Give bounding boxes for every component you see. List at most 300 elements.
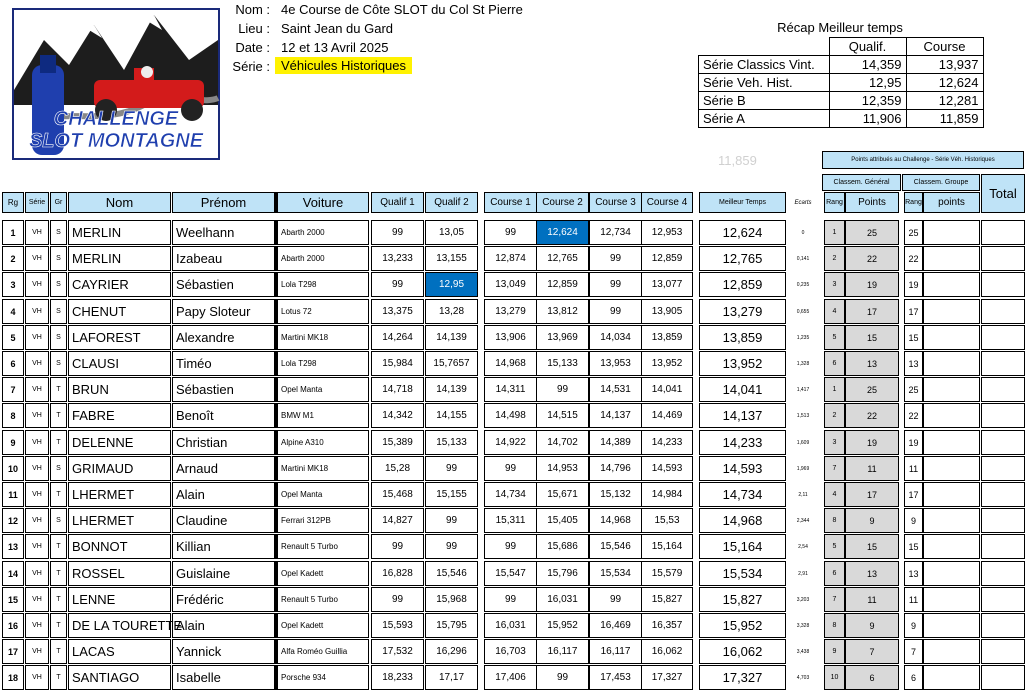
cell-course1: 16,703	[484, 639, 537, 664]
lieu-label: Lieu :	[238, 21, 270, 36]
cell-points2	[923, 272, 980, 297]
cell-qualif2: 99	[425, 456, 478, 481]
cell-points2	[923, 639, 980, 664]
cell-points2	[923, 561, 980, 586]
cell-course1: 99	[484, 587, 537, 612]
cell-points: 15	[845, 534, 899, 559]
cell-course4: 13,077	[641, 272, 693, 297]
cell-meilleur: 13,279	[699, 299, 786, 324]
cell-ecarts: 1,328	[796, 360, 810, 367]
date-label: Date :	[235, 40, 270, 55]
cell-points: 17	[845, 299, 899, 324]
cell-course2: 15,405	[536, 508, 589, 533]
cell-gr: T	[50, 613, 67, 638]
cell-nom: ROSSEL	[68, 561, 171, 586]
row-separator	[275, 272, 278, 297]
cell-serie: VH	[25, 456, 49, 481]
cell-gr: T	[50, 534, 67, 559]
cell-rg: 16	[2, 613, 24, 638]
cell-points: 11	[845, 456, 899, 481]
cell-nom: MERLIN	[68, 220, 171, 245]
cell-total	[981, 246, 1025, 271]
ghost-value: 11,859	[718, 153, 757, 168]
cell-rg: 3	[2, 272, 24, 297]
cell-meilleur: 16,062	[699, 639, 786, 664]
cell-serie: VH	[25, 403, 49, 428]
cell-serie: VH	[25, 272, 49, 297]
cell-points: 9	[845, 508, 899, 533]
header-points: Points	[845, 192, 899, 213]
cell-voiture: Alpine A310	[277, 430, 369, 455]
cell-nom: CLAUSI	[68, 351, 171, 376]
cell-nom: CHENUT	[68, 299, 171, 324]
cell-meilleur: 14,137	[699, 403, 786, 428]
cell-points: 6	[845, 665, 899, 690]
cell-course3: 15,546	[589, 534, 642, 559]
cell-prenom: Frédéric	[172, 587, 275, 612]
cell-course3: 99	[589, 299, 642, 324]
recap-row-qualif: 12,95	[829, 74, 906, 92]
cell-rg: 4	[2, 299, 24, 324]
cell-points2	[923, 220, 980, 245]
cell-prenom: Timéo	[172, 351, 275, 376]
cell-voiture: Lola T298	[277, 272, 369, 297]
classem-groupe-header: Classem. Groupe	[902, 174, 980, 191]
cell-points: 9	[845, 613, 899, 638]
cell-points2	[923, 430, 980, 455]
cell-course4: 12,859	[641, 246, 693, 271]
header-points2: points	[923, 192, 980, 213]
cell-gr: T	[50, 587, 67, 612]
row-separator	[275, 220, 278, 245]
cell-prenom: Alain	[172, 613, 275, 638]
header-ecarts: Ecarts	[794, 199, 812, 206]
cell-points: 15	[845, 325, 899, 350]
cell-course4: 15,579	[641, 561, 693, 586]
cell-rg: 11	[2, 482, 24, 507]
cell-qualif1: 15,28	[371, 456, 424, 481]
cell-nom: DE LA TOURETTE	[68, 613, 171, 638]
cell-nom: LENNE	[68, 587, 171, 612]
cell-points2	[923, 299, 980, 324]
cell-total	[981, 456, 1025, 481]
cell-nom: FABRE	[68, 403, 171, 428]
cell-prenom: Benoît	[172, 403, 275, 428]
cell-voiture: Porsche 934	[277, 665, 369, 690]
classem-general-header: Classem. Général	[822, 174, 901, 191]
cell-voiture: Martini MK18	[277, 456, 369, 481]
cell-gr: S	[50, 299, 67, 324]
cell-total	[981, 351, 1025, 376]
row-separator	[275, 665, 278, 690]
cell-course3: 14,796	[589, 456, 642, 481]
cell-points: 25	[845, 377, 899, 402]
row-separator	[275, 508, 278, 533]
cell-qualif1: 15,468	[371, 482, 424, 507]
cell-ecarts: 2,91	[798, 570, 808, 577]
recap-row-name: Série A	[699, 110, 830, 128]
cell-serie: VH	[25, 430, 49, 455]
cell-ecarts: 3,328	[796, 622, 810, 629]
cell-total	[981, 613, 1025, 638]
row-separator	[275, 325, 278, 350]
cell-qualif2: 13,05	[425, 220, 478, 245]
cell-prenom: Alain	[172, 482, 275, 507]
cell-rang: 7	[824, 587, 845, 612]
cell-rg: 12	[2, 508, 24, 533]
cell-rang: 2	[824, 403, 845, 428]
cell-course2: 15,686	[536, 534, 589, 559]
cell-points2	[923, 534, 980, 559]
cell-points2	[923, 351, 980, 376]
cell-points: 19	[845, 272, 899, 297]
cell-ecarts: 3,203	[796, 596, 810, 603]
cell-qualif2: 13,28	[425, 299, 478, 324]
cell-gr: S	[50, 456, 67, 481]
cell-qualif2: 15,795	[425, 613, 478, 638]
cell-course2: 14,515	[536, 403, 589, 428]
cell-gr: T	[50, 377, 67, 402]
recap-row-course: 12,624	[906, 74, 983, 92]
cell-meilleur: 15,164	[699, 534, 786, 559]
cell-points2	[923, 508, 980, 533]
cell-rg: 1	[2, 220, 24, 245]
recap-header-qualif: Qualif.	[829, 38, 906, 56]
cell-gr: S	[50, 246, 67, 271]
cell-gr: T	[50, 561, 67, 586]
cell-rang: 6	[824, 351, 845, 376]
cell-rang2: 13	[904, 351, 923, 376]
cell-course1: 14,498	[484, 403, 537, 428]
cell-course3: 99	[589, 246, 642, 271]
cell-total	[981, 508, 1025, 533]
cell-course4: 12,953	[641, 220, 693, 245]
recap-row-name: Série B	[699, 92, 830, 110]
row-separator	[275, 482, 278, 507]
cell-rg: 7	[2, 377, 24, 402]
cell-ecarts: 0,235	[796, 281, 810, 288]
cell-nom: DELENNE	[68, 430, 171, 455]
cell-nom: BONNOT	[68, 534, 171, 559]
cell-qualif2: 17,17	[425, 665, 478, 690]
cell-rg: 18	[2, 665, 24, 690]
cell-course1: 13,049	[484, 272, 537, 297]
cell-course2: 16,031	[536, 587, 589, 612]
cell-points2	[923, 482, 980, 507]
cell-qualif2: 15,155	[425, 482, 478, 507]
cell-course3: 14,389	[589, 430, 642, 455]
row-separator	[275, 534, 278, 559]
cell-total	[981, 325, 1025, 350]
cell-rang: 7	[824, 456, 845, 481]
serie-label: Série :	[232, 59, 270, 74]
cell-qualif2: 13,155	[425, 246, 478, 271]
recap-title: Récap Meilleur temps	[777, 20, 903, 35]
logo-line1: CHALLENGE	[53, 108, 179, 130]
header-separator	[275, 192, 278, 213]
points-banner: Points attribués au Challenge - Série Véh. Historiques	[822, 151, 1024, 169]
challenge-logo	[12, 8, 220, 160]
cell-course3: 16,469	[589, 613, 642, 638]
cell-ecarts: 2,344	[796, 517, 810, 524]
cell-course3: 15,132	[589, 482, 642, 507]
cell-prenom: Guislaine	[172, 561, 275, 586]
cell-rg: 14	[2, 561, 24, 586]
cell-course4: 14,593	[641, 456, 693, 481]
cell-course4: 16,062	[641, 639, 693, 664]
cell-meilleur: 14,734	[699, 482, 786, 507]
cell-total	[981, 561, 1025, 586]
cell-prenom: Alexandre	[172, 325, 275, 350]
header-rg: Rg	[2, 192, 24, 213]
cell-meilleur: 17,327	[699, 665, 786, 690]
cell-voiture: Renault 5 Turbo	[277, 587, 369, 612]
cell-ecarts: 4,703	[796, 674, 810, 681]
cell-meilleur: 12,624	[699, 220, 786, 245]
cell-course4: 17,327	[641, 665, 693, 690]
cell-rg: 2	[2, 246, 24, 271]
cell-course3: 14,034	[589, 325, 642, 350]
cell-nom: BRUN	[68, 377, 171, 402]
cell-course2: 14,953	[536, 456, 589, 481]
cell-ecarts: 1,513	[796, 412, 810, 419]
cell-rang2: 15	[904, 325, 923, 350]
cell-rang2: 25	[904, 377, 923, 402]
cell-voiture: Opel Manta	[277, 482, 369, 507]
cell-meilleur: 15,827	[699, 587, 786, 612]
cell-ecarts: 2,11	[798, 491, 808, 498]
cell-course2: 16,117	[536, 639, 589, 664]
cell-rg: 9	[2, 430, 24, 455]
recap-row-course: 11,859	[906, 110, 983, 128]
cell-qualif2: 12,95	[425, 272, 478, 297]
cell-rang2: 6	[904, 665, 923, 690]
cell-prenom: Papy Sloteur	[172, 299, 275, 324]
cell-ecarts: 1,235	[796, 334, 810, 341]
cell-voiture: Alfa Roméo Guillia	[277, 639, 369, 664]
cell-rang2: 19	[904, 272, 923, 297]
cell-rg: 6	[2, 351, 24, 376]
cell-qualif1: 99	[371, 272, 424, 297]
cell-points: 13	[845, 561, 899, 586]
cell-qualif1: 99	[371, 220, 424, 245]
cell-total	[981, 534, 1025, 559]
cell-course1: 99	[484, 220, 537, 245]
cell-serie: VH	[25, 508, 49, 533]
cell-serie: VH	[25, 246, 49, 271]
recap-table	[698, 37, 984, 128]
cell-meilleur: 12,859	[699, 272, 786, 297]
cell-course2: 15,133	[536, 351, 589, 376]
cell-points2	[923, 587, 980, 612]
cell-rang: 3	[824, 272, 845, 297]
cell-qualif2: 15,133	[425, 430, 478, 455]
cell-rg: 17	[2, 639, 24, 664]
cell-points: 7	[845, 639, 899, 664]
cell-rg: 8	[2, 403, 24, 428]
cell-nom: LACAS	[68, 639, 171, 664]
cell-course1: 12,874	[484, 246, 537, 271]
cell-course3: 99	[589, 587, 642, 612]
cell-qualif1: 18,233	[371, 665, 424, 690]
cell-rang: 5	[824, 534, 845, 559]
cell-voiture: Lola T298	[277, 351, 369, 376]
cell-points: 25	[845, 220, 899, 245]
cell-prenom: Yannick	[172, 639, 275, 664]
cell-voiture: Opel Manta	[277, 377, 369, 402]
cell-prenom: Sébastien	[172, 377, 275, 402]
cell-points2	[923, 665, 980, 690]
cell-meilleur: 15,952	[699, 613, 786, 638]
cell-course2: 12,624	[536, 220, 589, 245]
cell-course1: 15,547	[484, 561, 537, 586]
recap-row-name: Série Veh. Hist.	[699, 74, 830, 92]
cell-course1: 13,906	[484, 325, 537, 350]
cell-nom: SANTIAGO	[68, 665, 171, 690]
cell-gr: S	[50, 351, 67, 376]
cell-voiture: Martini MK18	[277, 325, 369, 350]
cell-meilleur: 13,952	[699, 351, 786, 376]
event-serie: Véhicules Historiques	[275, 57, 412, 74]
cell-serie: VH	[25, 482, 49, 507]
cell-prenom: Izabeau	[172, 246, 275, 271]
cell-rang2: 22	[904, 403, 923, 428]
cell-rg: 13	[2, 534, 24, 559]
row-separator	[275, 377, 278, 402]
cell-gr: S	[50, 508, 67, 533]
cell-rang2: 15	[904, 534, 923, 559]
header-prenom: Prénom	[172, 192, 275, 213]
cell-ecarts: 1,417	[796, 386, 810, 393]
header-course1: Course 1	[484, 192, 537, 213]
cell-gr: T	[50, 639, 67, 664]
cell-course2: 99	[536, 377, 589, 402]
cell-course4: 15,164	[641, 534, 693, 559]
cell-course2: 15,796	[536, 561, 589, 586]
cell-total	[981, 639, 1025, 664]
recap-row-qualif: 12,359	[829, 92, 906, 110]
header-nom: Nom	[68, 192, 171, 213]
cell-serie: VH	[25, 325, 49, 350]
cell-course4: 15,827	[641, 587, 693, 612]
cell-total	[981, 377, 1025, 402]
cell-serie: VH	[25, 220, 49, 245]
cell-nom: MERLIN	[68, 246, 171, 271]
recap-row-course: 12,281	[906, 92, 983, 110]
header-course4: Course 4	[641, 192, 693, 213]
cell-points: 22	[845, 246, 899, 271]
cell-prenom: Isabelle	[172, 665, 275, 690]
recap-row-qualif: 14,359	[829, 56, 906, 74]
cell-ecarts: 1,609	[796, 439, 810, 446]
cell-gr: S	[50, 220, 67, 245]
cell-points: 17	[845, 482, 899, 507]
cell-prenom: Arnaud	[172, 456, 275, 481]
row-separator	[275, 351, 278, 376]
cell-rang2: 13	[904, 561, 923, 586]
cell-course3: 14,137	[589, 403, 642, 428]
cell-rang: 10	[824, 665, 845, 690]
cell-qualif1: 14,264	[371, 325, 424, 350]
cell-course4: 13,859	[641, 325, 693, 350]
header-qualif2: Qualif 2	[425, 192, 478, 213]
cell-points: 13	[845, 351, 899, 376]
cell-prenom: Christian	[172, 430, 275, 455]
cell-meilleur: 14,041	[699, 377, 786, 402]
cell-course4: 14,984	[641, 482, 693, 507]
cell-course2: 15,952	[536, 613, 589, 638]
cell-points2	[923, 377, 980, 402]
row-separator	[275, 639, 278, 664]
cell-voiture: Opel Kadett	[277, 613, 369, 638]
cell-serie: VH	[25, 534, 49, 559]
logo-line2: SLOT MONTAGNE	[28, 130, 204, 152]
cell-prenom: Sébastien	[172, 272, 275, 297]
cell-total	[981, 430, 1025, 455]
cell-rang: 3	[824, 430, 845, 455]
cell-rg: 15	[2, 587, 24, 612]
header-voiture: Voiture	[277, 192, 369, 213]
cell-course4: 13,905	[641, 299, 693, 324]
cell-total	[981, 299, 1025, 324]
cell-voiture: Opel Kadett	[277, 561, 369, 586]
cell-points2	[923, 403, 980, 428]
recap-row-qualif: 11,906	[829, 110, 906, 128]
cell-nom: GRIMAUD	[68, 456, 171, 481]
cell-gr: T	[50, 403, 67, 428]
cell-qualif1: 15,593	[371, 613, 424, 638]
cell-rang2: 11	[904, 587, 923, 612]
cell-course3: 14,531	[589, 377, 642, 402]
cell-qualif2: 99	[425, 534, 478, 559]
cell-meilleur: 13,859	[699, 325, 786, 350]
cell-course3: 14,968	[589, 508, 642, 533]
cell-qualif2: 14,155	[425, 403, 478, 428]
cell-qualif1: 13,375	[371, 299, 424, 324]
cell-serie: VH	[25, 377, 49, 402]
cell-rang: 5	[824, 325, 845, 350]
cell-meilleur: 12,765	[699, 246, 786, 271]
nom-label: Nom :	[235, 2, 270, 17]
cell-qualif2: 15,546	[425, 561, 478, 586]
row-separator	[275, 561, 278, 586]
cell-course1: 99	[484, 534, 537, 559]
cell-nom: LHERMET	[68, 508, 171, 533]
cell-rang: 8	[824, 613, 845, 638]
cell-course2: 12,859	[536, 272, 589, 297]
cell-gr: T	[50, 482, 67, 507]
cell-rang: 9	[824, 639, 845, 664]
cell-ecarts: 0,141	[796, 255, 810, 262]
cell-qualif1: 14,827	[371, 508, 424, 533]
cell-qualif1: 15,984	[371, 351, 424, 376]
cell-points: 19	[845, 430, 899, 455]
cell-rang2: 11	[904, 456, 923, 481]
cell-course1: 14,734	[484, 482, 537, 507]
cell-rg: 5	[2, 325, 24, 350]
cell-qualif1: 99	[371, 587, 424, 612]
cell-serie: VH	[25, 665, 49, 690]
cell-course1: 99	[484, 456, 537, 481]
event-location: Saint Jean du Gard	[281, 21, 394, 36]
row-separator	[275, 299, 278, 324]
cell-prenom: Claudine	[172, 508, 275, 533]
cell-serie: VH	[25, 587, 49, 612]
event-date: 12 et 13 Avril 2025	[281, 40, 389, 55]
cell-course4: 16,357	[641, 613, 693, 638]
cell-nom: LAFOREST	[68, 325, 171, 350]
cell-course1: 14,311	[484, 377, 537, 402]
